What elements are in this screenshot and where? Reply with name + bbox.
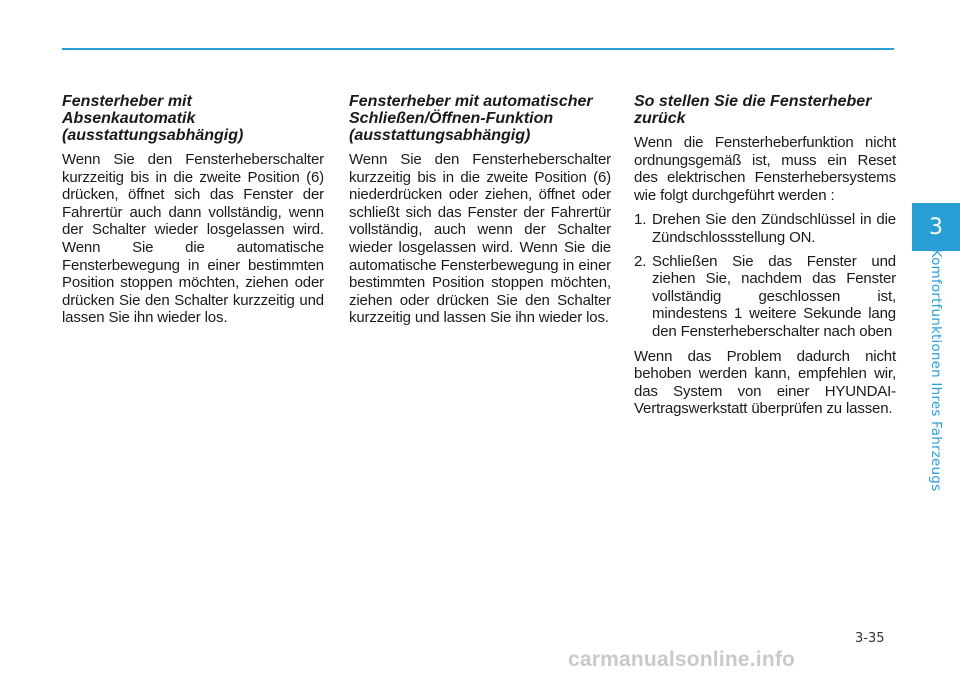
page-number: 3-35 bbox=[855, 631, 885, 646]
heading-line: (ausstattungsabhängig) bbox=[349, 127, 531, 144]
section-heading bbox=[349, 93, 611, 144]
step-text: Schließen Sie das Fenster und ziehen Sie, nachdem das Fenster vollständig geschlossen ist, mindestens 1 weitere Sekunde lang den Fensterheberschalter nach oben bbox=[652, 252, 896, 340]
top-rule bbox=[62, 48, 894, 50]
chapter-number: 3 bbox=[929, 214, 943, 240]
heading-line: Fensterheber mit bbox=[62, 93, 192, 110]
heading-line: Absenkautomatik bbox=[62, 110, 196, 127]
chapter-title: Komfortfunktionen Ihres Fahrzeugs bbox=[928, 248, 944, 492]
watermark: carmanualsonline.info bbox=[568, 648, 796, 671]
step-number: 1. bbox=[634, 211, 647, 229]
outro-paragraph: Wenn das Problem dadurch nicht behoben werden kann, empfehlen wir, das System von einer HYUNDAI-Vertragswerkstatt überprüfen zu lassen. bbox=[634, 347, 896, 418]
section-heading bbox=[62, 93, 324, 144]
heading-line: Schließen/Öffnen-Funktion bbox=[349, 110, 554, 127]
list-item bbox=[634, 253, 896, 341]
column-absenkautomatik bbox=[62, 93, 324, 334]
heading-line: Fensterheber mit automatischer bbox=[349, 93, 593, 110]
column-reset bbox=[634, 93, 896, 425]
heading-line: (ausstattungsabhängig) bbox=[62, 127, 244, 144]
heading-line: So stellen Sie die Fensterheber bbox=[634, 93, 872, 110]
body-paragraph: Wenn Sie den Fensterheberschalter kurzzeitig bis in die zweite Position (6) drücken, öffnet sich das Fenster der Fahrertür auch dann vollständig, wenn der Schalter wieder losgelassen wird. Wenn Sie die automatische Fensterbewegung in einer bestimmten Position stoppen möchten, ziehen oder drücken Sie den Schalter kurzzeitig und lassen Sie ihn wieder los. bbox=[62, 151, 324, 327]
step-text: Drehen Sie den Zündschlüssel in die Zündschlossstellung ON. bbox=[652, 211, 896, 246]
list-item bbox=[634, 211, 896, 246]
column-auto-close-open bbox=[349, 93, 611, 334]
chapter-tab bbox=[912, 203, 960, 251]
heading-line: zurück bbox=[634, 110, 686, 127]
reset-steps bbox=[634, 211, 896, 340]
step-number: 2. bbox=[634, 252, 647, 270]
section-heading bbox=[634, 93, 896, 127]
body-paragraph: Wenn Sie den Fensterheberschalter kurzzeitig bis in die zweite Position (6) niederdrücken oder ziehen, öffnet oder schließt sich das Fenster der Fahrertür vollständig, auch wenn der Schalter wieder losgelassen wird. Wenn Sie die automatische Fensterbewegung in einer bestimmten Position stoppen möchten, ziehen oder drücken Sie den Schalter kurzzeitig und lassen Sie ihn wieder los. bbox=[349, 151, 611, 327]
intro-paragraph: Wenn die Fensterheberfunktion nicht ordnungsgemäß ist, muss ein Reset des elektrischen Fensterhebersystems wie folgt durchgeführt werden : bbox=[634, 134, 896, 204]
